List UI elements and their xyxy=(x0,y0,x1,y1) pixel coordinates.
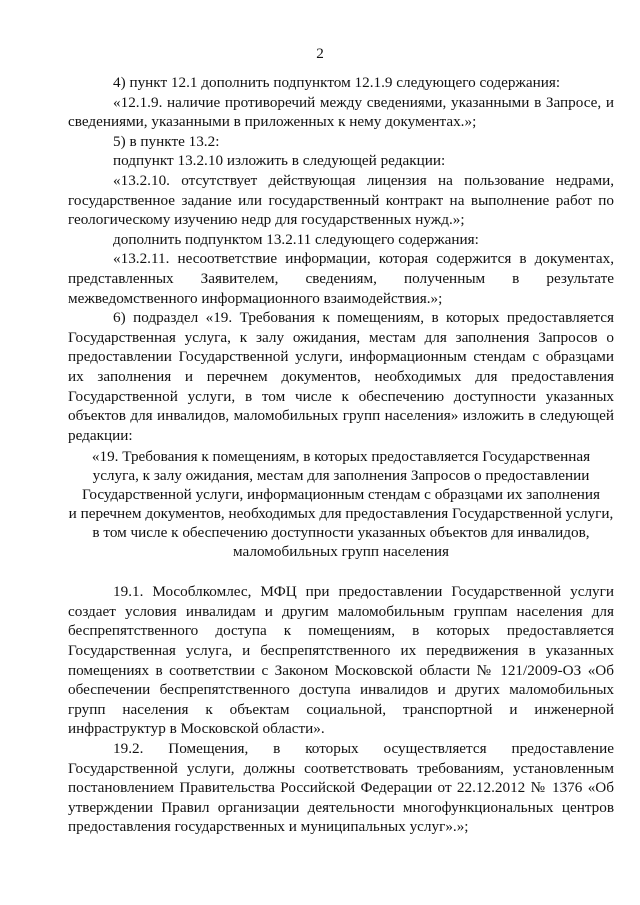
page-number: 2 xyxy=(316,45,324,62)
spacer xyxy=(68,561,614,582)
paragraph-19-2: 19.2. Помещения, в которых осуществляется предоставление Государственной услуги, должны соответствовать требованиям, установленным постановлением Правительства Российской Федерации от 22.12.2012 № 1376 «Об утверждении Правил организации деятельности многофункциональных центров предоставления государственных и муниципальных услуг».»; xyxy=(68,740,614,836)
paragraph-13-2-10-intro: подпункт 13.2.10 изложить в следующей редакции: xyxy=(113,152,446,170)
heading-line: в том числе к обеспечению доступности указанных объектов для инвалидов, xyxy=(92,524,590,542)
document-body xyxy=(68,73,614,837)
heading-line: услуга, к залу ожидания, местам для заполнения Запросов о предоставлении xyxy=(92,467,590,485)
paragraph-13-2-11-intro: дополнить подпунктом 13.2.11 следующего содержания: xyxy=(113,230,479,248)
paragraph-12-1-9: «12.1.9. наличие противоречий между сведениями, указанными в Запросе, и сведениями, указанными в приложенных к нему документах.»; xyxy=(68,93,614,131)
heading-line: маломобильных групп населения xyxy=(233,543,449,561)
paragraph-item-4: 4) пункт 12.1 дополнить подпунктом 12.1.9 следующего содержания: xyxy=(113,74,561,91)
paragraph-item-5: 5) в пункте 13.2: xyxy=(113,132,220,150)
paragraph-13-2-10: «13.2.10. отсутствует действующая лицензия на пользование недрами, государственное задание или государственный контракт на выполнение работ по геологическому изучению недр для государственных нужд.»; xyxy=(68,171,614,229)
heading-line: Государственной услуги, информационным стендам с образцами их заполнения xyxy=(81,486,601,504)
section-19-heading xyxy=(68,447,614,561)
paragraph-13-2-11: «13.2.11. несоответствие информации, которая содержится в документах, представленных Заявителем, сведениям, полученным в результате межведомственного информационного взаимодействия.»; xyxy=(68,250,614,307)
heading-line: «19. Требования к помещениям, в которых предоставляется Государственная xyxy=(91,448,591,466)
paragraph-19-1: 19.1. Мособлкомлес, МФЦ при предоставлении Государственной услуги создает условия инвалидам и другим маломобильным группам населения для беспрепятственного доступа к помещениям, в которых предоставляется Государственная услуга, и беспрепятственного их передвижения в указанных помещениях в соответствии с Законом Московской области № 121/2009-ОЗ «Об обеспечении беспрепятственного доступа инвалидов и других маломобильных групп населения к объектам социальной, транспортной и инженерной инфраструктур в Московской области». xyxy=(68,583,614,738)
heading-line: и перечнем документов, необходимых для предоставления Государственной услуги, xyxy=(68,505,614,523)
paragraph-item-6: 6) подраздел «19. Требования к помещениям, в которых предоставляется Государственная услуга, к залу ожидания, местам для заполнения Запросов о предоставлении Государственной услуги, информационным стендам с образцами их заполнения и перечнем документов, необходимых для предоставления Государственной услуги, в том числе к обеспечению доступности указанных объектов для инвалидов, маломобильных групп населения» изложить в следующей редакции: xyxy=(68,309,614,444)
